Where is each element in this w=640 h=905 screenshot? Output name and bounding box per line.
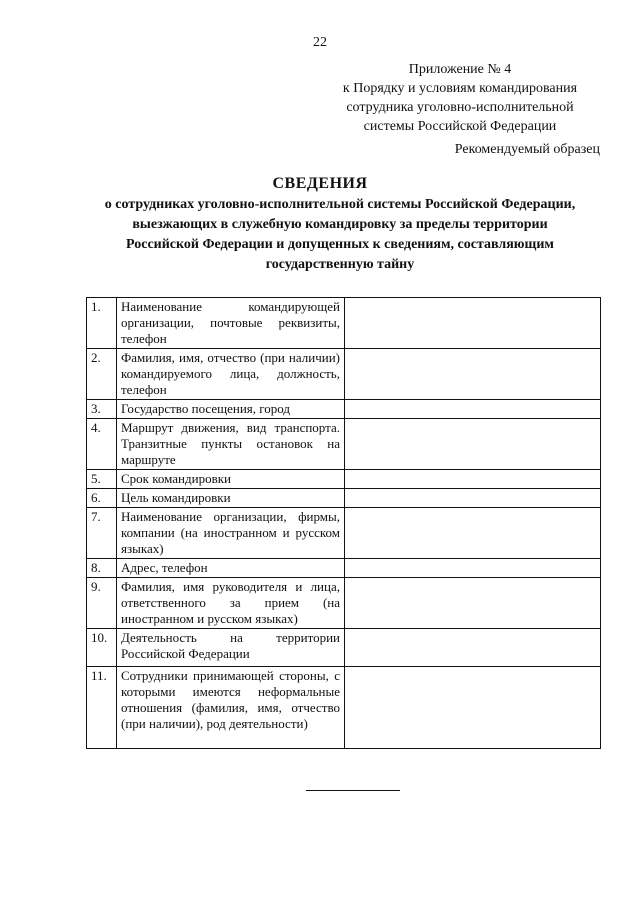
row-value-cell[interactable] bbox=[345, 578, 601, 629]
row-number: 11. bbox=[87, 667, 117, 749]
row-number: 8. bbox=[87, 559, 117, 578]
appendix-line: Приложение № 4 bbox=[408, 62, 512, 77]
row-label: Наименование организации, фирмы, компании (на иностранном и русском языках) bbox=[117, 508, 345, 559]
subtitle-line: Российской Федерации и допущенных к сведениям, составляющим bbox=[126, 237, 554, 252]
row-label: Маршрут движения, вид транспорта. Транзитные пункты остановок на маршруте bbox=[117, 419, 345, 470]
row-value-cell[interactable] bbox=[345, 629, 601, 667]
information-form-table bbox=[86, 297, 601, 749]
row-number: 9. bbox=[87, 578, 117, 629]
appendix-line: системы Российской Федерации bbox=[363, 119, 557, 134]
row-value-cell[interactable] bbox=[345, 419, 601, 470]
table-row bbox=[87, 349, 601, 400]
sample-label: Рекомендуемый образец bbox=[454, 142, 600, 157]
table-row bbox=[87, 508, 601, 559]
appendix-line: к Порядку и условиям командирования bbox=[342, 81, 578, 96]
page-number: 22 bbox=[313, 35, 327, 50]
row-label: Срок командировки bbox=[117, 470, 345, 489]
row-number: 5. bbox=[87, 470, 117, 489]
table-row bbox=[87, 419, 601, 470]
row-value-cell[interactable] bbox=[345, 559, 601, 578]
table-row bbox=[87, 629, 601, 667]
row-value-cell[interactable] bbox=[345, 298, 601, 349]
row-number: 1. bbox=[87, 298, 117, 349]
row-label: Сотрудники принимающей стороны, с которыми имеются неформальные отношения (фамилия, имя, отчество (при наличии), род деятельности) bbox=[117, 667, 345, 749]
row-label: Наименование командирующей организации, почтовые реквизиты, телефон bbox=[117, 298, 345, 349]
row-label: Цель командировки bbox=[117, 489, 345, 508]
table-row bbox=[87, 489, 601, 508]
row-value-cell[interactable] bbox=[345, 508, 601, 559]
table-row bbox=[87, 400, 601, 419]
row-number: 6. bbox=[87, 489, 117, 508]
row-value-cell[interactable] bbox=[345, 667, 601, 749]
appendix-block bbox=[320, 60, 600, 136]
row-value-cell[interactable] bbox=[345, 400, 601, 419]
row-label: Фамилия, имя, отчество (при наличии) командируемого лица, должность, телефон bbox=[117, 349, 345, 400]
row-label: Деятельность на территории Российской Федерации bbox=[117, 629, 345, 667]
row-number: 7. bbox=[87, 508, 117, 559]
row-number: 2. bbox=[87, 349, 117, 400]
row-number: 10. bbox=[87, 629, 117, 667]
closing-divider bbox=[306, 790, 400, 791]
row-value-cell[interactable] bbox=[345, 470, 601, 489]
document-title: СВЕДЕНИЯ bbox=[272, 175, 368, 192]
row-value-cell[interactable] bbox=[345, 349, 601, 400]
row-number: 3. bbox=[87, 400, 117, 419]
row-value-cell[interactable] bbox=[345, 489, 601, 508]
subtitle-line: выезжающих в служебную командировку за пределы территории bbox=[132, 217, 548, 232]
appendix-line: сотрудника уголовно-исполнительной bbox=[346, 100, 574, 115]
table-row bbox=[87, 470, 601, 489]
row-label: Фамилия, имя руководителя и лица, ответственного за прием (на иностранном и русском языках) bbox=[117, 578, 345, 629]
row-label: Государство посещения, город bbox=[117, 400, 345, 419]
row-label: Адрес, телефон bbox=[117, 559, 345, 578]
row-number: 4. bbox=[87, 419, 117, 470]
table-row bbox=[87, 559, 601, 578]
table-row bbox=[87, 298, 601, 349]
subtitle-line: государственную тайну bbox=[265, 257, 415, 272]
document-subtitle bbox=[60, 195, 620, 275]
table-row bbox=[87, 578, 601, 629]
subtitle-line: о сотрудниках уголовно-исполнительной системы Российской Федерации, bbox=[104, 197, 576, 212]
table-row bbox=[87, 667, 601, 749]
